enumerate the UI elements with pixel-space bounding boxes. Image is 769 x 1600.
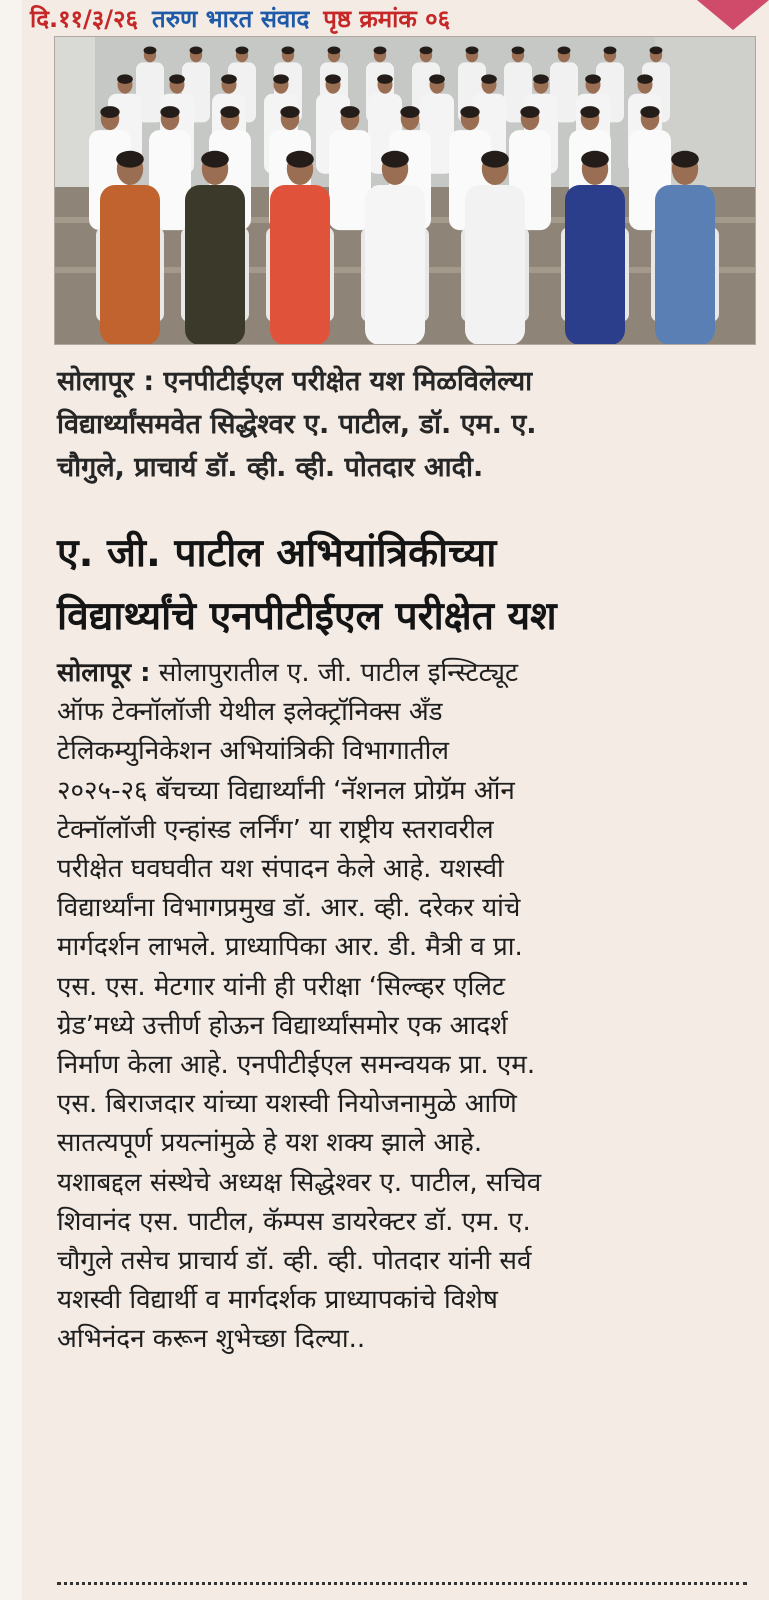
body-dateline: सोलापूर : [57, 658, 151, 688]
body-line: टेलिकम्युनिकेशन अभियांत्रिकी विभागातील [57, 736, 449, 767]
body-line: अभिनंदन करून शुभेच्छा दिल्या.. [57, 1324, 366, 1355]
body-line: एस. बिराजदार यांच्या यशस्वी नियोजनामुळे आणि [57, 1089, 517, 1120]
caption-line: विद्यार्थ्यांसमवेत सिद्धेश्वर ए. पाटील, डॉ. एम. ए. [57, 409, 537, 440]
caption-line: चौगुले, प्राचार्य डॉ. व्ही. व्ही. पोतदार आदी. [57, 452, 484, 483]
header-date: दि.११/३/२६ [30, 4, 139, 33]
header-newspaper-name: तरुण भारत संवाद [152, 4, 310, 33]
body-line: यशस्वी विद्यार्थी व मार्गदर्शक प्राध्यापकांचे विशेष [57, 1285, 498, 1316]
header-page-number: पृष्ठ क्रमांक ०६ [323, 4, 451, 33]
headline-line: विद्यार्थ्यांचे एनपीटीईएल परीक्षेत यश [57, 594, 557, 639]
article-headline [57, 522, 757, 648]
body-line: चौगुले तसेच प्राचार्य डॉ. व्ही. व्ही. पोतदार यांनी सर्व [57, 1246, 532, 1277]
body-line: २०२५-२६ बॅचच्या विद्यार्थ्यांनी ‘नॅशनल प्रोग्रॅम ऑन [57, 775, 515, 806]
corner-accent-icon [697, 0, 769, 30]
body-first-line: सोलापुरातील ए. जी. पाटील इन्स्टिट्यूट [150, 658, 519, 688]
group-photo [54, 36, 756, 345]
body-line: ग्रेड’मध्ये उत्तीर्ण होऊन विद्यार्थ्यांसमोर एक आदर्श [57, 1010, 508, 1041]
section-divider [57, 1582, 747, 1585]
caption-line: सोलापूर : एनपीटीईएल परीक्षेत यश मिळविलेल्या [57, 366, 533, 397]
photo-caption [57, 360, 747, 489]
body-line: एस. एस. मेटगार यांनी ही परीक्षा ‘सिल्व्हर एलिट [57, 971, 506, 1002]
body-line: टेक्नॉलॉजी एन्हांस्ड लर्निंग’ या राष्ट्रीय स्तरावरील [57, 814, 494, 845]
body-line: विद्यार्थ्यांना विभागप्रमुख डॉ. आर. व्ही. दरेकर यांचे [57, 893, 521, 924]
body-line: ऑफ टेक्नॉलॉजी येथील इलेक्ट्रॉनिक्स अँड [57, 697, 443, 728]
body-line: यशाबद्दल संस्थेचे अध्यक्ष सिद्धेश्वर ए. पाटील, सचिव [57, 1167, 542, 1198]
body-line: सातत्यपूर्ण प्रयत्नांमुळे हे यश शक्य झाले आहे. [57, 1128, 483, 1159]
newspaper-header [30, 0, 710, 36]
page-margin [0, 0, 22, 1600]
body-line [57, 654, 757, 693]
body-line: मार्गदर्शन लाभले. प्राध्यापिका आर. डी. मैत्री व प्रा. [57, 932, 523, 963]
body-line: निर्माण केला आहे. एनपीटीईएल समन्वयक प्रा. एम. [57, 1050, 536, 1081]
headline-line: ए. जी. पाटील अभियांत्रिकीच्या [57, 531, 497, 576]
article-body [57, 654, 757, 1360]
body-line: परीक्षेत घवघवीत यश संपादन केले आहे. यशस्वी [57, 854, 504, 885]
body-line: शिवानंद एस. पाटील, कॅम्पस डायरेक्टर डॉ. एम. ए. [57, 1206, 531, 1237]
